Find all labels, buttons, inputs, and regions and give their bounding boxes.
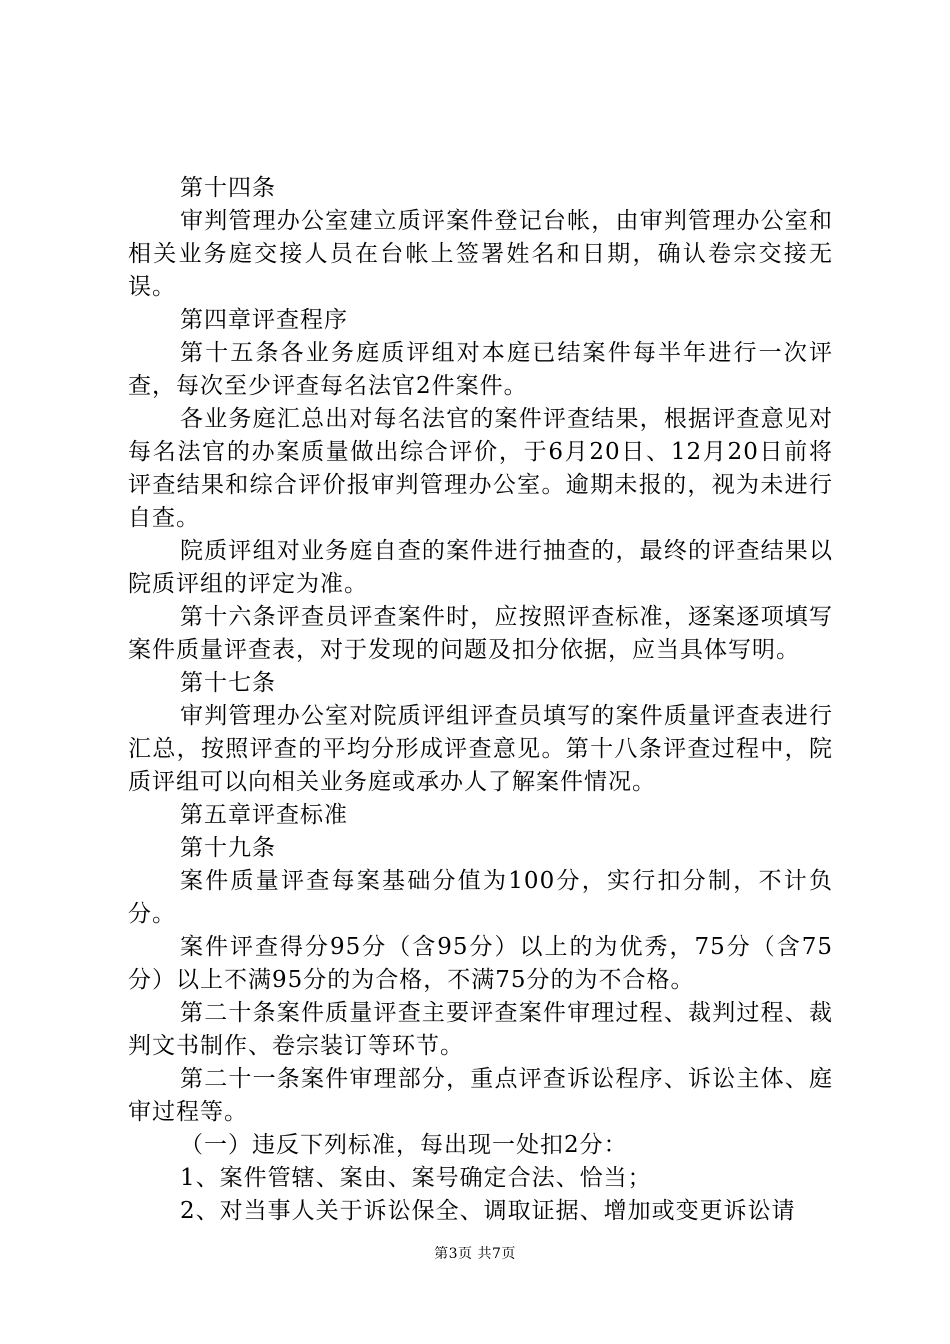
page-footer <box>0 1244 950 1264</box>
paragraph-article-20: 第二十条案件质量评查主要评查案件审理过程、裁判过程、裁判文书制作、卷宗装订等环节。 <box>128 1000 833 1059</box>
paragraph-chapter-4-heading: 第四章评查程序 <box>180 307 348 333</box>
paragraph-article-16: 第十六条评查员评查案件时，应按照评查标准，逐案逐项填写案件质量评查表，对于发现的问题及扣分依据，应当具体写明。 <box>128 604 833 663</box>
paragraph-article-14-heading: 第十四条 <box>180 175 276 201</box>
paragraph-article-21: 第二十一条案件审理部分，重点评查诉讼程序、诉讼主体、庭审过程等。 <box>128 1066 833 1125</box>
document-body <box>128 172 833 1228</box>
paragraph-article-17-heading: 第十七条 <box>180 670 276 696</box>
paragraph-spot-check: 院质评组对业务庭自查的案件进行抽查的，最终的评查结果以院质评组的评定为准。 <box>128 538 833 597</box>
paragraph-item-1-heading: （一）违反下列标准，每出现一处扣2分： <box>180 1132 628 1158</box>
paragraph-list-item-2: 2、对当事人关于诉讼保全、调取证据、增加或变更诉讼请 <box>180 1198 796 1224</box>
paragraph-article-17-18-body: 审判管理办公室对院质评组评查员填写的案件质量评查表进行汇总，按照评查的平均分形成评查意见。第十八条评查过程中，院质评组可以向相关业务庭或承办人了解案件情况。 <box>128 703 833 795</box>
paragraph-summary-results: 各业务庭汇总出对每名法官的案件评查结果，根据评查意见对每名法官的办案质量做出综合评价，于6月20日、12月20日前将评查结果和综合评价报审判管理办公室。逾期未报的，视为未进行自查。 <box>128 406 833 531</box>
paragraph-base-score: 案件质量评查每案基础分值为100分，实行扣分制，不计负分。 <box>128 868 833 927</box>
page-number-label: 第3页 共7页 <box>434 1246 516 1262</box>
paragraph-article-15: 第十五条各业务庭质评组对本庭已结案件每半年进行一次评查，每次至少评查每名法官2件案件。 <box>128 340 833 399</box>
paragraph-article-14-body: 审判管理办公室建立质评案件登记台帐，由审判管理办公室和相关业务庭交接人员在台帐上签署姓名和日期，确认卷宗交接无误。 <box>128 208 833 300</box>
paragraph-article-19-heading: 第十九条 <box>180 835 276 861</box>
paragraph-score-grades: 案件评查得分95分（含95分）以上的为优秀，75分（含75分）以上不满95分的为合格，不满75分的为不合格。 <box>128 934 833 993</box>
paragraph-list-item-1: 1、案件管辖、案由、案号确定合法、恰当； <box>180 1165 652 1191</box>
paragraph-chapter-5-heading: 第五章评查标准 <box>180 802 348 828</box>
